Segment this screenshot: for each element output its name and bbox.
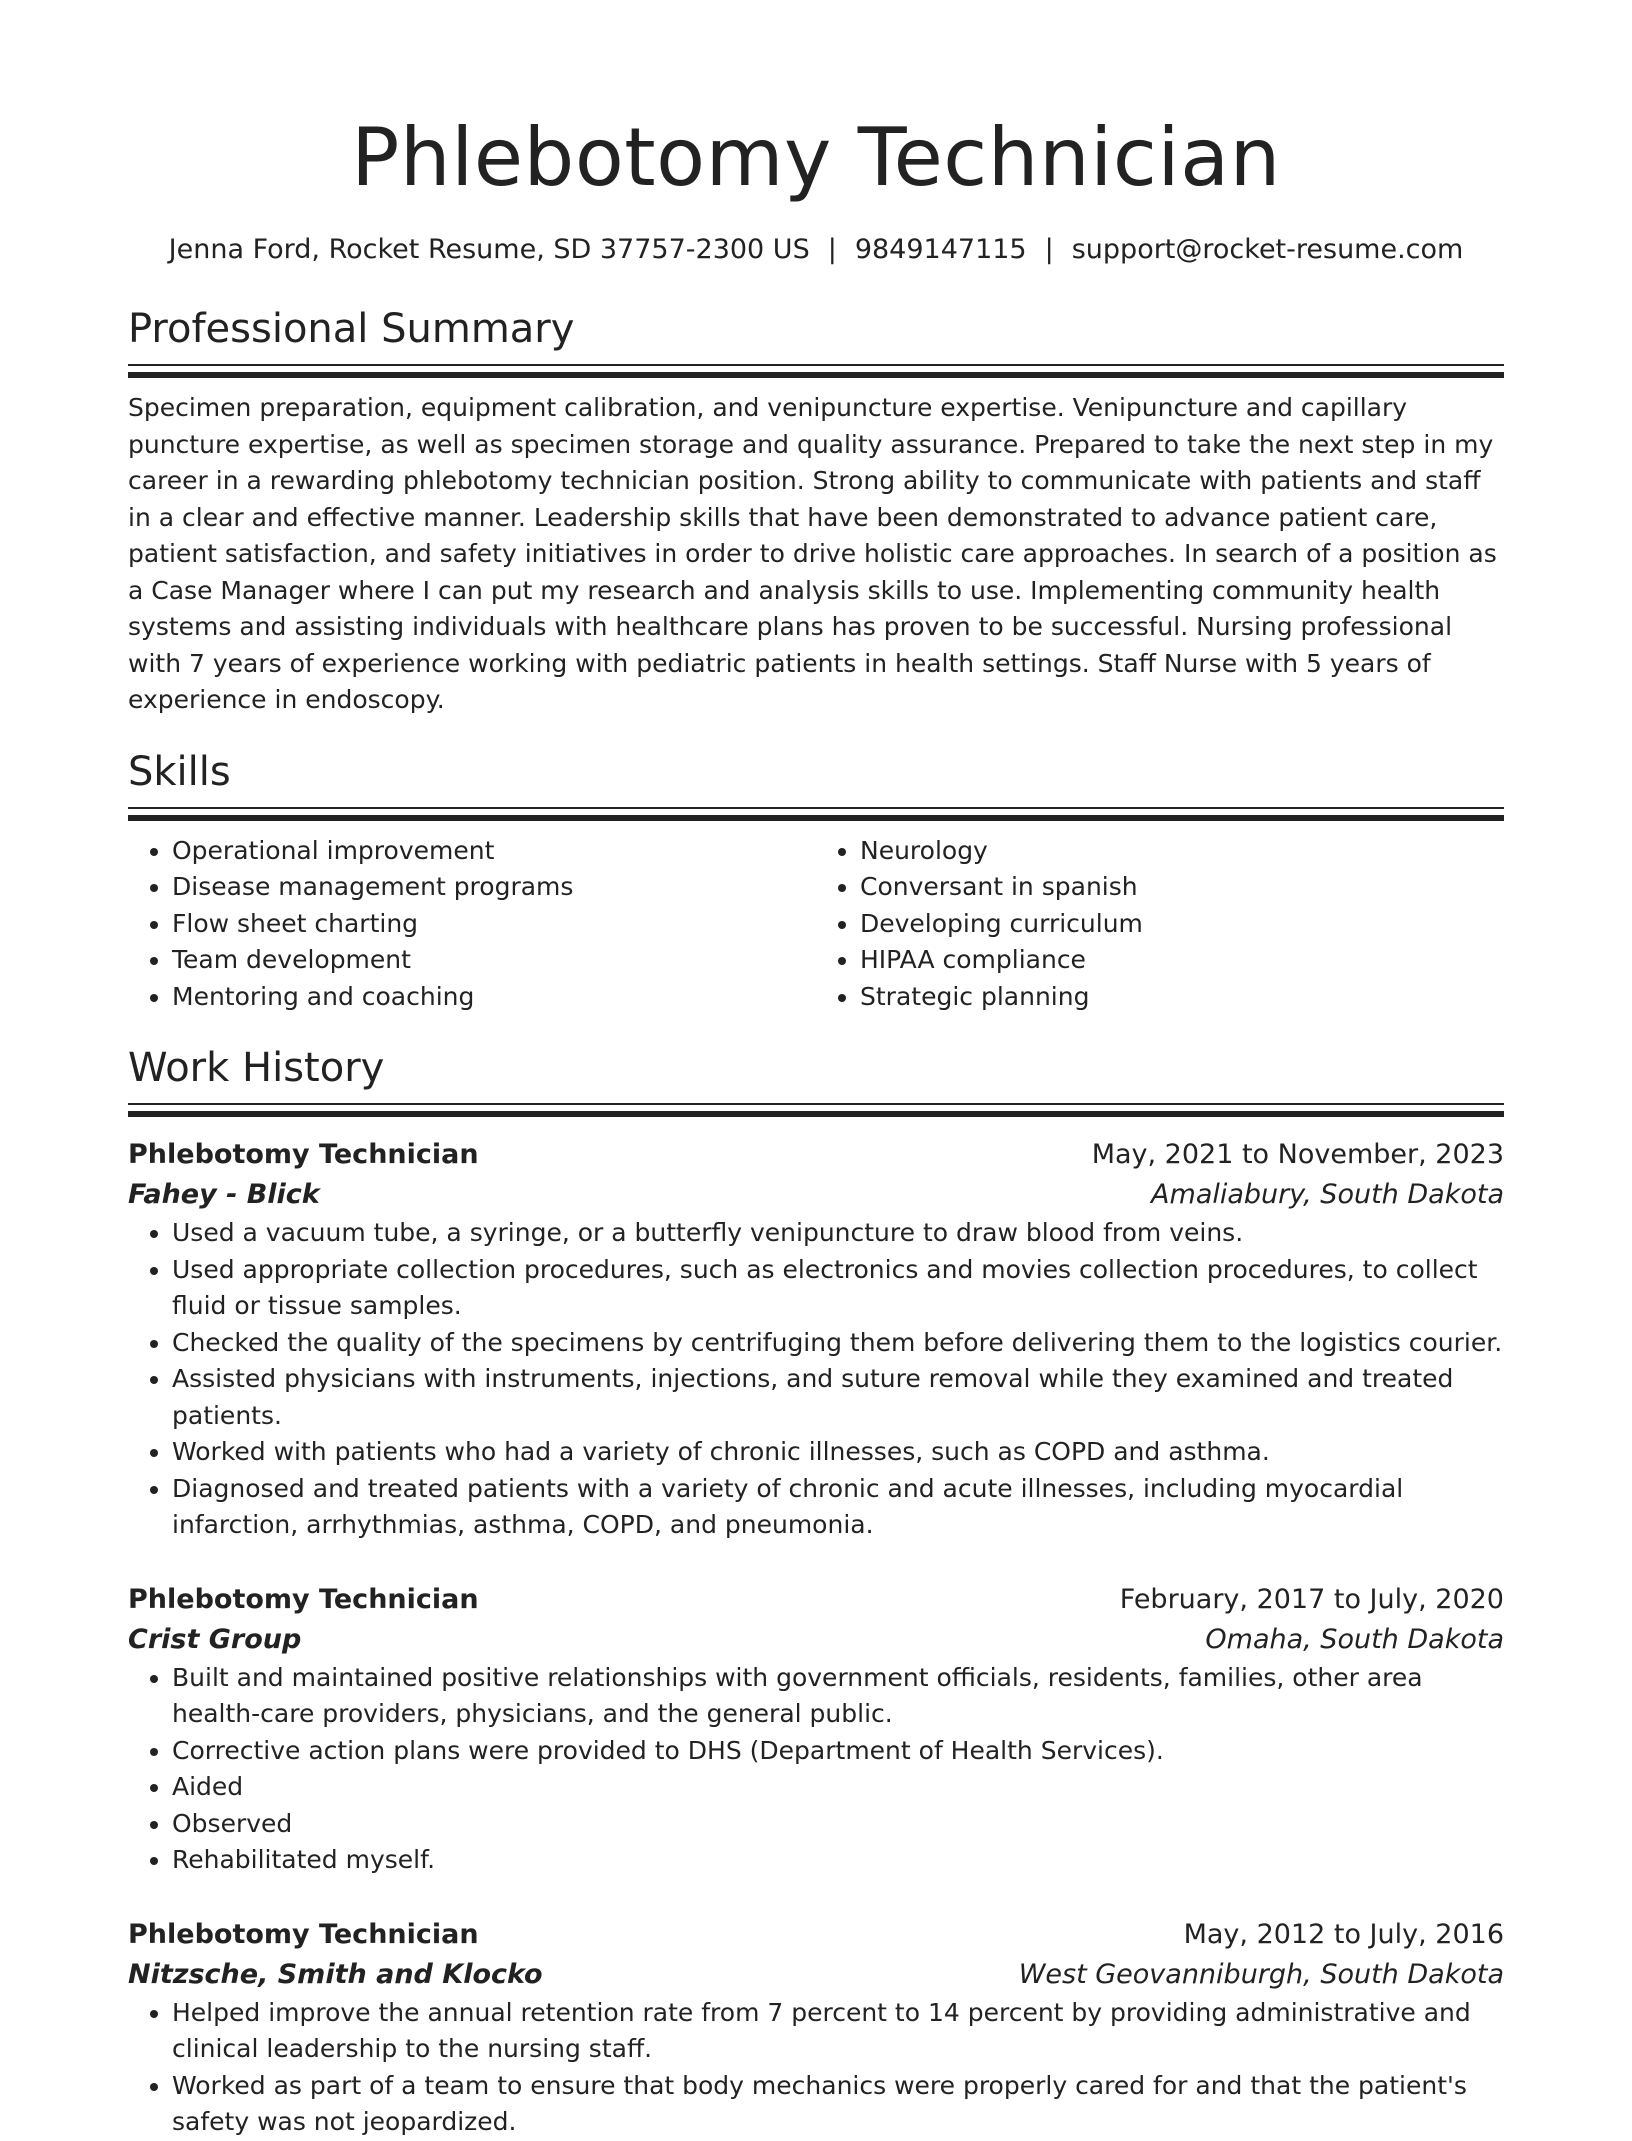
skill-item: • Strategic planning: [860, 979, 1504, 1016]
job-bullet: • Worked with patients who had a variety of chronic illnesses, such as COPD and asthma.: [172, 1434, 1504, 1471]
page-title: Phlebotomy Technician: [351, 111, 1281, 204]
skill-item: • Conversant in spanish: [860, 869, 1504, 906]
job-bullet: • Assisted physicians with instruments, injections, and suture removal while they examined and treated patients.: [172, 1361, 1504, 1434]
skill-item: • Flow sheet charting: [172, 906, 816, 943]
job-bullet: • Aided: [172, 1769, 1504, 1806]
job-dates: February, 2017 to July, 2020: [1119, 1583, 1504, 1615]
job-dates: May, 2012 to July, 2016: [1183, 1918, 1504, 1950]
job-bullet: • Used appropriate collection procedures, such as electronics and movies collection procedures, to collect fluid or tissue samples.: [172, 1252, 1504, 1325]
skill-item: • Mentoring and coaching: [172, 979, 816, 1016]
job-bullet: • Helped improve the annual retention rate from 7 percent to 14 percent by providing administrative and clinical leadership to the nursing staff.: [172, 1995, 1504, 2068]
job-bullet: • Observed: [172, 1806, 1504, 1843]
job-subheader-row: [128, 1620, 1504, 1660]
contact-email: support@rocket-resume.com: [1071, 234, 1464, 265]
job-subheader-row: [128, 1955, 1504, 1995]
job-company: Nitzsche, Smith and Klocko: [128, 1958, 543, 1990]
job-header-row: [128, 1135, 1504, 1175]
job-title: Phlebotomy Technician: [128, 1583, 479, 1615]
job-bullet: • Rehabilitated myself.: [172, 1842, 1504, 1879]
job-header-row: [128, 1580, 1504, 1620]
job-dates: May, 2021 to November, 2023: [1091, 1139, 1504, 1171]
section-divider: [128, 807, 1504, 821]
job-bullet-list: [128, 1995, 1504, 2141]
job-entry: [128, 1580, 1504, 1879]
section-divider: [128, 1103, 1504, 1117]
job-title: Phlebotomy Technician: [128, 1139, 479, 1171]
contact-separator: |: [1044, 234, 1054, 265]
job-company: Fahey - Blick: [128, 1179, 320, 1211]
section-heading-summary: Professional Summary: [128, 306, 575, 353]
contact-address: Jenna Ford, Rocket Resume, SD 37757-2300 US: [168, 234, 810, 265]
skill-item: • Developing curriculum: [860, 906, 1504, 943]
job-bullet: • Corrective action plans were provided to DHS (Department of Health Services).: [172, 1733, 1504, 1770]
contact-phone: 9849147115: [854, 234, 1027, 265]
section-divider: [128, 364, 1504, 378]
job-header-row: [128, 1915, 1504, 1955]
job-bullet: • Diagnosed and treated patients with a variety of chronic and acute illnesses, including myocardial infarction, arrhythmias, asthma, COPD, and pneumonia.: [172, 1471, 1504, 1544]
summary-section: [128, 306, 1504, 719]
skills-list-right: [816, 833, 1504, 1016]
job-bullet-list: [128, 1215, 1504, 1544]
contact-separator: |: [827, 234, 837, 265]
section-heading-work-history: Work History: [128, 1045, 385, 1092]
job-bullet: • Used a vacuum tube, a syringe, or a butterfly venipuncture to draw blood from veins.: [172, 1215, 1504, 1252]
job-entry: [128, 1915, 1504, 2141]
skill-item: • Team development: [172, 942, 816, 979]
job-location: Omaha, South Dakota: [1205, 1623, 1504, 1655]
skill-item: • HIPAA compliance: [860, 942, 1504, 979]
skill-item: • Operational improvement: [172, 833, 816, 870]
contact-line: [128, 234, 1504, 266]
skill-item: • Neurology: [860, 833, 1504, 870]
skills-list-left: [128, 833, 816, 1016]
job-company: Crist Group: [128, 1623, 302, 1655]
job-bullet: • Built and maintained positive relationships with government officials, residents, families, other area health-care providers, physicians, and the general public.: [172, 1660, 1504, 1733]
skill-item: • Disease management programs: [172, 869, 816, 906]
job-entry: [128, 1135, 1504, 1544]
section-heading-skills: Skills: [128, 748, 231, 795]
job-bullet: • Checked the quality of the specimens by centrifuging them before delivering them to the logistics courier.: [172, 1325, 1504, 1362]
work-history-section: [128, 1045, 1504, 2141]
job-bullet: • Worked as part of a team to ensure that body mechanics were properly cared for and that the patient's safety was not jeopardized.: [172, 2068, 1504, 2141]
job-bullet-list: [128, 1660, 1504, 1879]
skills-section: [128, 749, 1504, 1016]
summary-text: Specimen preparation, equipment calibration, and venipuncture expertise. Venipuncture and capillary puncture expertise, as well as specimen storage and quality assurance. Prepared to take the next step in my career in a rewarding phlebotomy technician position. Strong ability to communicate with patients and staff in a clear and effective manner. Leadership skills that have been demonstrated to advance patient care, patient satisfaction, and safety initiatives in order to drive holistic care approaches. In search of a position as a Case Manager where I can put my research and analysis skills to use. Implementing community health systems and assisting individuals with healthcare plans has proven to be successful. Nursing professional with 7 years of experience working with pediatric patients in health settings. Staff Nurse with 5 years of experience in endoscopy.: [128, 393, 1497, 715]
job-location: Amaliabury, South Dakota: [1151, 1179, 1504, 1211]
job-title: Phlebotomy Technician: [128, 1918, 479, 1950]
skills-grid: [128, 833, 1504, 1016]
job-location: West Geovanniburgh, South Dakota: [1018, 1958, 1504, 1990]
job-subheader-row: [128, 1175, 1504, 1215]
